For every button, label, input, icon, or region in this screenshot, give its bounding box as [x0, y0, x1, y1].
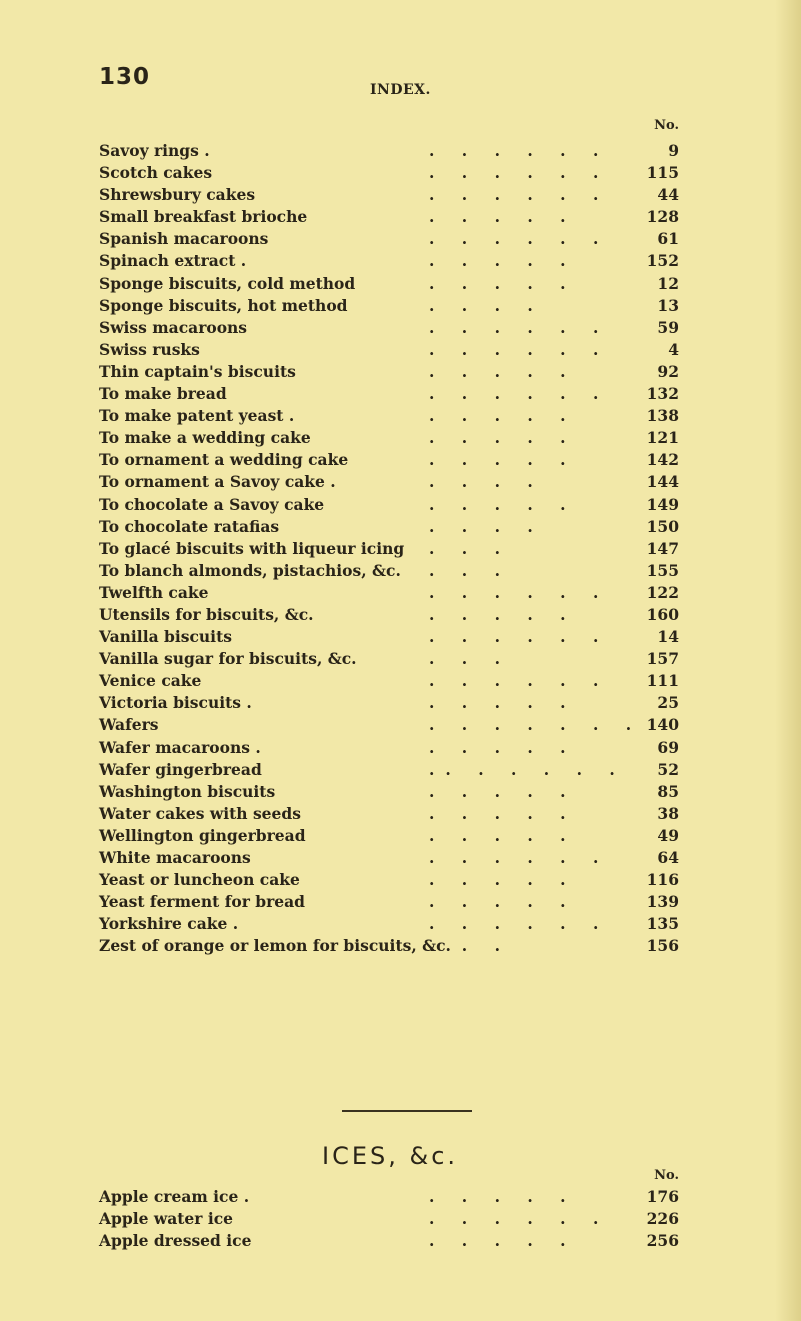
entry-title: Sponge biscuits, cold method — [99, 273, 356, 293]
index-entry — [99, 162, 679, 184]
entry-title: Scotch cakes — [99, 163, 213, 183]
entry-page-number: 92 — [657, 361, 679, 381]
index-entry — [99, 295, 679, 317]
entry-page-number: 176 — [646, 1187, 679, 1206]
entry-title: Sponge biscuits, hot method — [99, 295, 348, 315]
entry-title: To blanch almonds, pistachios, &c. — [99, 560, 401, 580]
entry-leader-dots: . . . . . — [429, 825, 577, 845]
ices-column-label-no: No. — [654, 1168, 679, 1183]
entry-title: Small breakfast brioche — [99, 207, 308, 227]
index-entry — [99, 781, 679, 803]
index-entry — [99, 626, 679, 648]
entry-leader-dots: . . . . . . — [429, 627, 610, 647]
entry-title: Thin captain's biscuits — [99, 361, 296, 381]
entry-leader-dots: . . . — [429, 560, 511, 580]
entry-page-number: 121 — [646, 428, 679, 448]
entry-leader-dots: . . . . . . — [429, 339, 610, 359]
entry-title: Spanish macaroons — [99, 229, 269, 249]
index-entry — [99, 383, 679, 405]
index-entry — [99, 648, 679, 670]
entry-title: Utensils for biscuits, &c. — [99, 604, 314, 624]
ices-list — [99, 1186, 679, 1252]
index-entry — [99, 361, 679, 383]
entry-page-number: 64 — [657, 848, 679, 867]
entry-title: White macaroons — [99, 848, 251, 867]
entry-title: Yeast or luncheon cake — [99, 870, 300, 890]
entry-page-number: 38 — [657, 803, 679, 823]
entry-title: Savoy rings . — [99, 141, 210, 160]
entry-leader-dots: . . . . . — [429, 428, 577, 448]
entry-title: Vanilla biscuits — [99, 627, 232, 647]
entry-page-number: 150 — [646, 516, 679, 536]
entry-page-number: 115 — [646, 163, 679, 183]
entry-leader-dots: . . . . . . — [429, 163, 610, 183]
index-entry — [99, 1186, 679, 1208]
column-label-no: No. — [654, 118, 679, 133]
index-entry — [99, 891, 679, 913]
entry-leader-dots: . . . — [429, 936, 511, 956]
entry-page-number: 116 — [646, 870, 679, 890]
entry-leader-dots: . . . . . . — [429, 141, 610, 160]
entry-leader-dots: .. . . . . . — [429, 759, 626, 779]
entry-leader-dots: . . . . . — [429, 604, 577, 624]
index-entry — [99, 847, 679, 869]
index-entry — [99, 206, 679, 228]
entry-title: Twelfth cake — [99, 582, 209, 602]
index-entry — [99, 1208, 679, 1230]
entry-page-number: 226 — [646, 1209, 679, 1229]
entry-page-number: 49 — [657, 825, 679, 845]
entry-title: Spinach extract . — [99, 251, 247, 271]
entry-leader-dots: . . . . . — [429, 870, 577, 890]
entry-leader-dots: . . . . . — [429, 892, 577, 912]
entry-page-number: 142 — [646, 450, 679, 470]
entry-page-number: 128 — [646, 207, 679, 227]
index-entry — [99, 339, 679, 361]
entry-leader-dots: . . . . . — [429, 737, 577, 757]
index-entry — [99, 759, 679, 781]
entry-page-number: 160 — [646, 604, 679, 624]
index-entry — [99, 825, 679, 847]
entry-title: Swiss macaroons — [99, 317, 248, 337]
index-entry — [99, 471, 679, 493]
entry-page-number: 157 — [646, 649, 679, 669]
entry-page-number: 149 — [646, 494, 679, 514]
entry-leader-dots: . . . . . — [429, 494, 577, 514]
running-title: INDEX. — [370, 82, 431, 98]
entry-leader-dots: . . . . . — [429, 406, 577, 426]
entry-title: Swiss rusks — [99, 339, 200, 359]
entry-page-number: 52 — [657, 759, 679, 779]
entry-page-number: 14 — [657, 627, 679, 647]
entry-title: Water cakes with seeds — [99, 803, 301, 823]
index-entry — [99, 714, 679, 736]
entry-leader-dots: . . . . . . — [429, 671, 610, 691]
page-header — [0, 64, 801, 104]
entry-page-number: 135 — [646, 914, 679, 934]
entry-title: Wafers — [99, 715, 159, 735]
section-title-ices: ICES, &c. — [322, 1142, 459, 1170]
entry-page-number: 138 — [646, 406, 679, 426]
entry-leader-dots: . . . . . . — [429, 384, 610, 404]
index-entry — [99, 494, 679, 516]
entry-leader-dots: . . . . . — [429, 450, 577, 470]
entry-leader-dots: . . . . . . — [429, 914, 610, 934]
index-entry — [99, 737, 679, 759]
entry-leader-dots: . . . . . — [429, 361, 577, 381]
index-entry — [99, 935, 679, 957]
index-entry — [99, 803, 679, 825]
entry-page-number: 147 — [646, 538, 679, 558]
entry-page-number: 44 — [657, 185, 679, 205]
entry-leader-dots: . . . . . — [429, 273, 577, 293]
entry-title: Venice cake — [99, 671, 202, 691]
index-entry — [99, 582, 679, 604]
index-list — [99, 140, 679, 957]
entry-leader-dots: . . . . . . . — [429, 715, 643, 735]
page-number: 130 — [99, 64, 151, 90]
index-entry — [99, 405, 679, 427]
entry-leader-dots: . . . . . . — [429, 848, 610, 867]
index-entry — [99, 184, 679, 206]
entry-leader-dots: . . . . . . — [429, 582, 610, 602]
entry-page-number: 85 — [657, 781, 679, 801]
entry-page-number: 155 — [646, 560, 679, 580]
entry-page-number: 61 — [657, 229, 679, 249]
index-entry — [99, 670, 679, 692]
entry-page-number: 156 — [646, 936, 679, 956]
entry-leader-dots: . . . . . — [429, 803, 577, 823]
entry-title: Victoria biscuits . — [99, 693, 252, 713]
entry-title: To ornament a wedding cake — [99, 450, 349, 470]
entry-leader-dots: . . . — [429, 649, 511, 669]
index-entry — [99, 250, 679, 272]
entry-page-number: 140 — [646, 715, 679, 735]
entry-page-number: 122 — [646, 582, 679, 602]
entry-leader-dots: . . . . — [429, 472, 544, 492]
entry-title: Zest of orange or lemon for biscuits, &c. — [99, 936, 451, 956]
entry-title: Shrewsbury cakes — [99, 185, 256, 205]
entry-page-number: 9 — [668, 141, 679, 160]
index-entry — [99, 1230, 679, 1252]
entry-leader-dots: . . . . . — [429, 1231, 577, 1251]
entry-title: Yeast ferment for bread — [99, 892, 306, 912]
index-entry — [99, 273, 679, 295]
entry-page-number: 59 — [657, 317, 679, 337]
index-entry — [99, 228, 679, 250]
entry-title: Wellington gingerbread — [99, 825, 306, 845]
index-entry — [99, 560, 679, 582]
entry-title: Apple water ice — [99, 1209, 234, 1229]
entry-leader-dots: . . . — [429, 538, 511, 558]
entry-title: To make a wedding cake — [99, 428, 311, 448]
entry-leader-dots: . . . . . — [429, 251, 577, 271]
entry-page-number: 144 — [646, 472, 679, 492]
entry-leader-dots: . . . . . — [429, 693, 577, 713]
entry-title: To chocolate ratafias — [99, 516, 280, 536]
entry-page-number: 4 — [668, 339, 679, 359]
entry-title: Wafer gingerbread — [99, 759, 262, 779]
entry-title: To glacé biscuits with liqueur icing — [99, 538, 405, 558]
entry-page-number: 111 — [646, 671, 679, 691]
index-entry — [99, 516, 679, 538]
entry-leader-dots: . . . . . . — [429, 1209, 610, 1229]
index-entry — [99, 538, 679, 560]
section-rule — [342, 1110, 472, 1112]
entry-leader-dots: . . . . . — [429, 207, 577, 227]
entry-page-number: 13 — [657, 295, 679, 315]
entry-leader-dots: . . . . . . — [429, 185, 610, 205]
entry-page-number: 69 — [657, 737, 679, 757]
entry-title: Apple cream ice . — [99, 1187, 250, 1206]
index-entry — [99, 449, 679, 471]
entry-title: Yorkshire cake . — [99, 914, 239, 934]
index-entry — [99, 427, 679, 449]
index-entry — [99, 913, 679, 935]
index-entry — [99, 869, 679, 891]
entry-leader-dots: . . . . . . — [429, 229, 610, 249]
entry-title: To ornament a Savoy cake . — [99, 472, 336, 492]
index-entry — [99, 692, 679, 714]
index-entry — [99, 140, 679, 162]
entry-page-number: 256 — [646, 1231, 679, 1251]
entry-leader-dots: . . . . — [429, 295, 544, 315]
entry-title: Washington biscuits — [99, 781, 276, 801]
entry-title: To make patent yeast . — [99, 406, 295, 426]
index-entry — [99, 317, 679, 339]
entry-title: Vanilla sugar for biscuits, &c. — [99, 649, 357, 669]
entry-title: To chocolate a Savoy cake — [99, 494, 325, 514]
entry-page-number: 12 — [657, 273, 679, 293]
entry-page-number: 132 — [646, 384, 679, 404]
entry-leader-dots: . . . . . — [429, 1187, 577, 1206]
entry-title: To make bread — [99, 384, 227, 404]
page-edge-shadow — [775, 0, 801, 1321]
entry-page-number: 139 — [646, 892, 679, 912]
entry-title: Apple dressed ice — [99, 1231, 252, 1251]
entry-leader-dots: . . . . . — [429, 781, 577, 801]
entry-leader-dots: . . . . — [429, 516, 544, 536]
entry-page-number: 152 — [646, 251, 679, 271]
entry-page-number: 25 — [657, 693, 679, 713]
entry-title: Wafer macaroons . — [99, 737, 261, 757]
index-entry — [99, 604, 679, 626]
entry-leader-dots: . . . . . . — [429, 317, 610, 337]
